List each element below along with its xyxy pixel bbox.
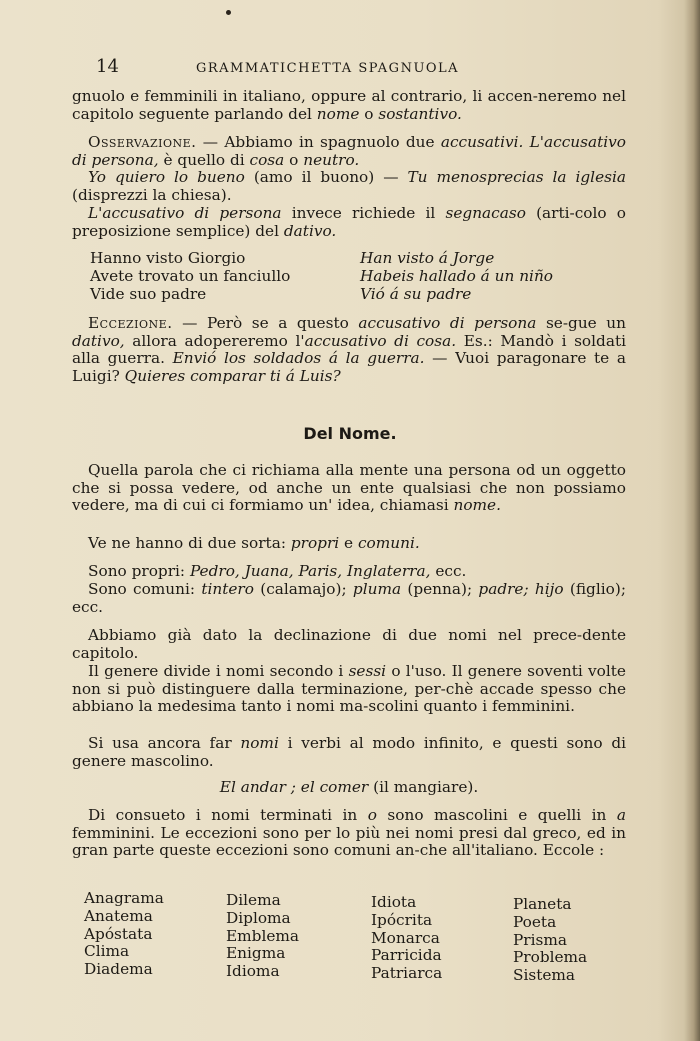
example-italian-column	[90, 249, 290, 303]
word-item: Problema	[513, 948, 588, 967]
example-spanish-line: Vió á su padre	[360, 285, 472, 303]
word-item: Anagrama	[84, 889, 164, 907]
word-item: Apóstata	[84, 924, 153, 943]
word-column-3	[371, 894, 442, 983]
paragraph-example-yo: Yo quiero lo bueno (amo il buono) — Tu menosprecias la iglesia (disprezzi la chiesa).	[72, 168, 626, 204]
paragraph-comuni: Sono comuni: tintero (calamajo); pluma (penna); padre; hijo (figlio); ecc.	[72, 580, 626, 616]
paragraph-example-andar: El andar ; el comer (il mangiare).	[219, 778, 479, 796]
word-item: Planeta	[513, 895, 572, 913]
word-item: Parricida	[371, 946, 442, 965]
word-item: Anatema	[84, 906, 153, 925]
paragraph-propri: Sono propri: Pedro, Juana, Paris, Inglaterra, ecc.	[88, 562, 467, 580]
paragraph-consueto: Di consueto i nomi terminati in o sono mascolini e quelli in a femminini. Le eccezioni sono per lo più nei nomi presi dal greco, ed in gran parte queste eccezioni sono comuni an-che all'italiano. Eccole :	[72, 806, 626, 859]
word-item: Poeta	[513, 912, 557, 931]
paragraph-verbi: Si usa ancora far nomi i verbi al modo infinito, e questi sono di genere mascolino.	[72, 734, 626, 770]
paragraph-genere: Il genere divide i nomi secondo i sessi o l'uso. Il genere soventi volte non si può distinguere dalla terminazione, per-chè accade spesso che abbiano la medesima tanto i nomi ma-scolini quanto i femminini.	[72, 662, 626, 715]
page-number: 14	[96, 56, 119, 77]
print-mark	[226, 10, 231, 15]
word-item: Sistema	[513, 966, 576, 985]
word-item: Clima	[84, 942, 130, 961]
word-item: Dilema	[226, 891, 281, 909]
paragraph-eccezione: Eccezione. — Però se a questo accusativo di persona se-gue un dativo, allora adopereremo l'accusativo di cosa. Es.: Mandò i soldati alla guerra. Envió los soldados á la guerra. — Vuoi paragonare te a Luigi? Quieres comparar ti á Luis?	[72, 314, 626, 385]
word-item: Patriarca	[371, 964, 443, 983]
paragraph-definizione: Quella parola che ci richiama alla mente una persona od un oggetto che si possa vedere, od anche un ente qualsiasi che non possiamo vedere, ma di cui ci formiamo un' idea, chiamasi nome.	[72, 461, 626, 514]
example-italian-line: Vide suo padre	[90, 285, 207, 303]
paragraph-continuation: gnuolo e femminili in italiano, oppure al contrario, li accen-neremo nel capitolo seguente parlando del nome o sostantivo.	[72, 87, 626, 123]
word-item: Prisma	[513, 930, 567, 949]
word-column-1	[84, 890, 164, 979]
word-column-4	[513, 896, 587, 985]
example-italian-line: Avete trovato un fanciullo	[90, 267, 291, 285]
page-header	[96, 56, 626, 80]
paragraph-osservazione: Osservazione. — Abbiamo in spagnuolo due accusativi. L'accusativo di persona, è quello di cosa o neutro.	[72, 133, 626, 169]
example-spanish-column	[360, 249, 553, 303]
page-spine-shadow	[684, 0, 700, 1041]
paragraph-declinazione: Abbiamo già dato la declinazione di due nomi nel prece-dente capitolo.	[72, 626, 626, 662]
word-item: Monarca	[371, 928, 440, 947]
word-item: Idiota	[371, 893, 417, 911]
section-title: Del Nome.	[303, 424, 397, 443]
word-item: Diploma	[226, 908, 291, 927]
word-item: Idioma	[226, 962, 280, 981]
word-column-2	[226, 892, 299, 981]
word-item: Emblema	[226, 926, 300, 945]
example-spanish-line: Han visto á Jorge	[360, 249, 495, 267]
example-spanish-line: Habeis hallado á un niño	[360, 267, 554, 285]
word-item: Diadema	[84, 960, 153, 979]
word-item: Enigma	[226, 944, 286, 963]
running-title: GRAMMATICHETTA SPAGNUOLA	[196, 61, 460, 76]
paragraph-accusativo: L'accusativo di persona invece richiede il segnacaso (arti-colo o preposizione semplice) del dativo.	[72, 204, 626, 240]
word-item: Ipócrita	[371, 910, 433, 929]
example-italian-line: Hanno visto Giorgio	[90, 249, 246, 267]
paragraph-sorta: Ve ne hanno di due sorta: propri e comuni.	[88, 534, 420, 552]
